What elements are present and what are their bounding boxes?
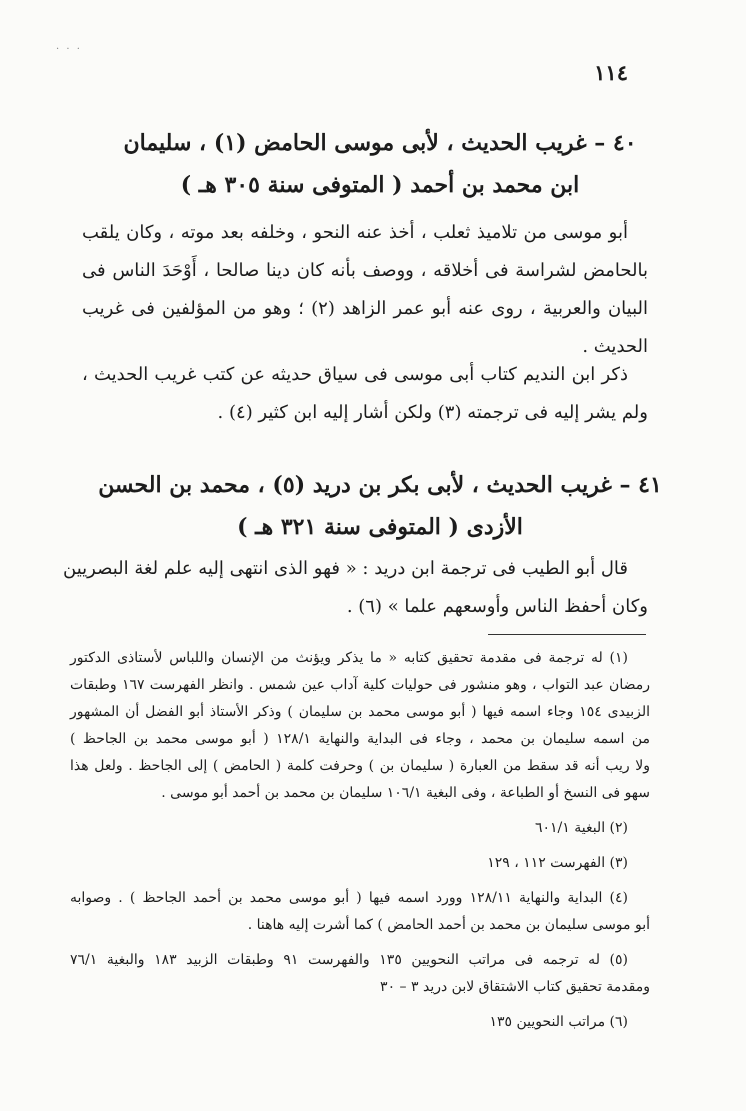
footnote-line: (٤) البداية والنهاية ١٢٨/١١ وورد اسمه فيها ( أبو موسى محمد بن أحمد الجاحظ ) . وصوابه (70, 890, 628, 906)
entry-40-paragraph-2 (82, 356, 648, 432)
footnote-line: (٥) له ترجمه فى مراتب النحويين ١٣٥ والفهرست ٩١ وطبقات الزبيد ١٨٣ والبغية ٧٦/١ (70, 952, 628, 968)
text-line: أبو موسى من تلاميذ ثعلب ، أخذ عنه النحو ، وخلفه بعد موته ، وكان يلقب (82, 222, 628, 243)
text-line: الحديث . (582, 336, 648, 357)
text-line: ولم يشر إليه فى ترجمته (٣) ولكن أشار إليه ابن كثير (٤) . (217, 402, 648, 423)
footnote-line: (٢) البغية ٦٠١/١ (534, 820, 628, 836)
footnote-5 (70, 947, 650, 1001)
entry-41-paragraph-1 (63, 550, 648, 626)
footnote-line: رمضان عبد التواب ، وهو منشور فى حوليات كلية آداب عين شمس . وانظر الفهرست ١٦٧ وطبقات (70, 677, 650, 693)
footnote-3 (70, 850, 650, 877)
text-line: البيان والعربية ، روى عنه أبو عمر الزاهد (٢) ؛ وهو من المؤلفين فى غريب (82, 298, 649, 319)
entry-40-paragraph-1 (82, 214, 648, 366)
text-line: بالحامض لشراسة فى أخلاقه ، ووصف بأنه كان دينا صالحا ، أَوْحَدَ الناس فى (82, 260, 648, 281)
footnote-line: (٦) مراتب النحويين ١٣٥ (489, 1014, 628, 1030)
footnote-line: من اسمه سليمان بن محمد ، وجاء فى البداية والنهاية ١٢٨/١ ( أبو موسى محمد بن الجاحظ ) (70, 731, 650, 747)
corner-dots: · · · (56, 44, 82, 55)
page-number: ١١٤ (594, 60, 628, 85)
footnote-line: أبو موسى سليمان بن محمد بن أحمد الحامض ) كما أشرت إليه هاهنا . (247, 917, 650, 933)
footnote-2 (70, 815, 650, 842)
footnotes (70, 645, 650, 1044)
footnote-line: (١) له ترجمة فى مقدمة تحقيق كتابه « ما يذكر ويؤنث من الإنسان واللباس لأستاذى الدكتور (70, 650, 628, 666)
footnote-line: ولا ريب أنه قد سقط من العبارة ( سليمان بن ) وحرفت كلمة ( الحامض ) إلى الجاحظ . ولعل هذا (70, 758, 650, 774)
entry-40-heading (120, 122, 640, 206)
text-line: قال أبو الطيب فى ترجمة ابن دريد : « فهو الذى انتهى إليه علم لغة البصريين (63, 558, 628, 579)
heading-line: ٤٠ – غريب الحديث ، لأبى موسى الحامض (١) ، سليمان (123, 130, 637, 156)
footnote-line: الزبيدى ١٥٤ وجاء اسمه فيها ( أبو موسى محمد بن سليمان ) وذكر الأستاذ أبو الفضل أن المشهور (70, 704, 650, 720)
footnote-4 (70, 885, 650, 939)
heading-line: ابن محمد بن أحمد ( المتوفى سنة ٣٠٥ هـ ) (180, 172, 580, 198)
text-line: ذكر ابن النديم كتاب أبى موسى فى سياق حديثه عن كتب غريب الحديث ، (82, 364, 628, 385)
footnote-6 (70, 1009, 650, 1036)
heading-line: الأزدى ( المتوفى سنة ٣٢١ هـ ) (237, 514, 523, 540)
text-line: وكان أحفظ الناس وأوسعهم علما » (٦) . (346, 596, 648, 617)
entry-41-heading (80, 464, 680, 548)
footnote-line: سهو فى النسخ أو الطباعة ، وفى البغية ١٠٦/١ سليمان بن محمد بن أحمد أبو موسى . (161, 785, 650, 801)
footnote-separator (488, 634, 646, 635)
footnote-1 (70, 645, 650, 807)
footnote-line: (٣) الفهرست ١١٢ ، ١٢٩ (487, 855, 628, 871)
footnote-line: ومقدمة تحقيق كتاب الاشتقاق لابن دريد ٣ – ٣٠ (380, 979, 650, 995)
heading-line: ٤١ – غريب الحديث ، لأبى بكر بن دريد (٥) ، محمد بن الحسن (98, 472, 662, 498)
